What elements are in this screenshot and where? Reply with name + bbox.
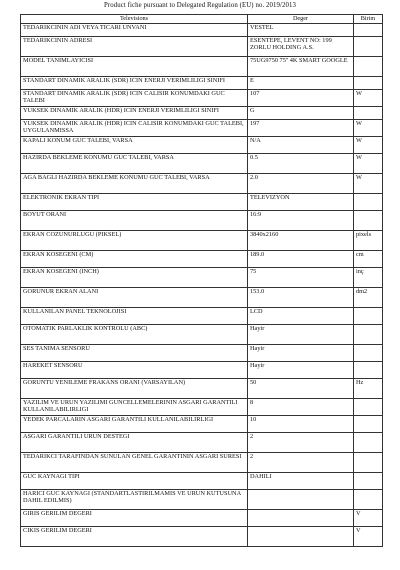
row-value: 189.0 — [248, 251, 354, 268]
row-label: STANDART DINAMIK ARALIK (SDR) ICIN CALISIR KONUMDAKI GUC TALEBI — [21, 90, 248, 107]
table-row — [21, 268, 383, 288]
row-value — [248, 527, 354, 547]
table-row — [21, 137, 383, 154]
table-header-row — [21, 15, 383, 24]
row-value: 0.5 — [248, 154, 354, 174]
row-label: STANDART DINAMIK ARALIK (SDR) ICIN ENERJI VERIMLILIGI SINIFI — [21, 77, 248, 90]
row-unit: Hz — [354, 379, 383, 399]
row-unit: W — [354, 120, 383, 137]
row-unit — [354, 308, 383, 325]
row-label: HAZIRDA BEKLEME KONUMU GUC TALEBI, VARSA — [21, 154, 248, 174]
row-value: Hayir — [248, 345, 354, 362]
row-unit — [354, 362, 383, 379]
row-label: EKRAN KOSEGENI (INCH) — [21, 268, 248, 288]
table-row — [21, 345, 383, 362]
table-row — [21, 527, 383, 547]
row-value: 16:9 — [248, 211, 354, 231]
table-row — [21, 120, 383, 137]
row-label: GORUNTU YENILEME FRAKANS ORANI (VARSAYILAN) — [21, 379, 248, 399]
row-label: CIKIS GERILIM DEGERI — [21, 527, 248, 547]
row-value: LCD — [248, 308, 354, 325]
row-label: YEDEK PARCALARIN ASGARI GARANTILI KULLANILABILIRLIGI — [21, 416, 248, 433]
page-title: Product fiche pursuant to Delegated Regulation (EU) no. 2019/2013 — [103, 2, 297, 9]
row-value: ESENTEPE, LEVENT NO: 199 ZORLU HOLDING A.S. — [248, 37, 354, 57]
row-unit: cm — [354, 251, 383, 268]
row-unit — [354, 473, 383, 490]
row-label: YUKSEK DINAMIK ARALIK (HDR) ICIN CALISIR KONUMDAKI GUC TALEBI, UYGULANMISSA — [21, 120, 248, 137]
row-label: YAZILIM VE URUN YAZILIMI GUNCELLEMELERININ ASGARI GARANTILI KULLANILABILIRLIGI — [21, 399, 248, 416]
row-label: GORUNUR EKRAN ALANI — [21, 288, 248, 308]
row-unit: W — [354, 90, 383, 107]
row-value: 107 — [248, 90, 354, 107]
row-label: TEDARIKCININ ADI VEYA TICARI UNVANI — [21, 24, 248, 37]
table-row — [21, 490, 383, 510]
row-label: SES TANIMA SENSORU — [21, 345, 248, 362]
row-unit — [354, 37, 383, 57]
row-unit: V — [354, 510, 383, 527]
row-label: TEDARIKCI TARAFINDAN SUNULAN GENEL GARANTININ ASGARI SURESI — [21, 453, 248, 473]
row-value — [248, 510, 354, 527]
row-label: YUKSEK DINAMIK ARALIK (HDR) ICIN ENERJI VERIMLILIGI SINIFI — [21, 107, 248, 120]
row-unit: pixels — [354, 231, 383, 251]
row-unit: W — [354, 154, 383, 174]
row-unit — [354, 194, 383, 211]
row-label: EKRAN KOSEGENI (CM) — [21, 251, 248, 268]
row-unit — [354, 211, 383, 231]
table-row — [21, 325, 383, 345]
row-value: Hayir — [248, 362, 354, 379]
row-label: KAPALI KONUM GUC TALEBI, VARSA — [21, 137, 248, 154]
row-label: GUC KAYNAGI TIPI — [21, 473, 248, 490]
row-value: 197 — [248, 120, 354, 137]
row-value: 75 — [248, 268, 354, 288]
table-row — [21, 37, 383, 57]
row-value: E — [248, 77, 354, 90]
row-label: TEDARIKCININ ADRESI — [21, 37, 248, 57]
row-unit — [354, 325, 383, 345]
table-row — [21, 174, 383, 194]
row-label: ELEKTRONIK EKRAN TIPI — [21, 194, 248, 211]
table-row — [21, 510, 383, 527]
row-unit — [354, 399, 383, 416]
product-fiche-table — [20, 14, 383, 547]
row-label: AGA BAGLI HAZIRDA BEKLEME KONUMU GUC TALEBI, VARSA — [21, 174, 248, 194]
row-unit: inç — [354, 268, 383, 288]
row-value: 8 — [248, 399, 354, 416]
row-value: 2 — [248, 453, 354, 473]
header-deger: Deger — [248, 15, 354, 24]
row-label: ASGARI GARANTILI URUN DESTEGI — [21, 433, 248, 453]
row-unit: dm2 — [354, 288, 383, 308]
table-row — [21, 24, 383, 37]
table-row — [21, 231, 383, 251]
row-label: BOYUT ORANI — [21, 211, 248, 231]
table-row — [21, 308, 383, 325]
row-label: OTOMATIK PARLAKLIK KONTROLU (ABC) — [21, 325, 248, 345]
table-row — [21, 362, 383, 379]
row-label: EKRAN COZUNURLUGU (PIKSEL) — [21, 231, 248, 251]
row-value: VESTEL — [248, 24, 354, 37]
row-label: HARICI GUC KAYNAGI (STANDARTLASTIRILMAMIS VE URUN KUTUSUNA DAHIL EDILMIS) — [21, 490, 248, 510]
row-unit — [354, 416, 383, 433]
header-birim: Birim — [354, 15, 383, 24]
row-value — [248, 490, 354, 510]
row-value: 10 — [248, 416, 354, 433]
table-row — [21, 154, 383, 174]
row-unit — [354, 453, 383, 473]
row-label: HAREKET SENSORU — [21, 362, 248, 379]
table-row — [21, 379, 383, 399]
row-value: DAHILI — [248, 473, 354, 490]
row-value: 153.0 — [248, 288, 354, 308]
table-row — [21, 288, 383, 308]
row-value: 75UG9750 75'' 4K SMART GOOGLE — [248, 57, 354, 77]
table-row — [21, 399, 383, 416]
table-row — [21, 77, 383, 90]
table-row — [21, 433, 383, 453]
row-unit: V — [354, 527, 383, 547]
row-unit — [354, 107, 383, 120]
row-value: 2 — [248, 433, 354, 453]
row-value: TELEVIZYON — [248, 194, 354, 211]
row-unit: W — [354, 174, 383, 194]
table-row — [21, 416, 383, 433]
row-unit — [354, 433, 383, 453]
table-row — [21, 453, 383, 473]
row-unit: W — [354, 137, 383, 154]
table-row — [21, 90, 383, 107]
table-row — [21, 473, 383, 490]
row-value: G — [248, 107, 354, 120]
header-televisions: Televisions — [21, 15, 248, 24]
row-value: 3840x2160 — [248, 231, 354, 251]
table-row — [21, 107, 383, 120]
row-label: KULLANILAN PANEL TEKNOLOJISI — [21, 308, 248, 325]
row-value: 50 — [248, 379, 354, 399]
table-row — [21, 194, 383, 211]
row-unit — [354, 77, 383, 90]
row-value: Hayir — [248, 325, 354, 345]
row-unit — [354, 345, 383, 362]
row-label: MODEL TANIMLAYICISI — [21, 57, 248, 77]
row-value: N/A — [248, 137, 354, 154]
row-unit — [354, 57, 383, 77]
row-unit — [354, 490, 383, 510]
table-row — [21, 57, 383, 77]
row-unit — [354, 24, 383, 37]
row-value: 2.0 — [248, 174, 354, 194]
table-row — [21, 211, 383, 231]
table-row — [21, 251, 383, 268]
row-label: GIRIS GERILIM DEGERI — [21, 510, 248, 527]
